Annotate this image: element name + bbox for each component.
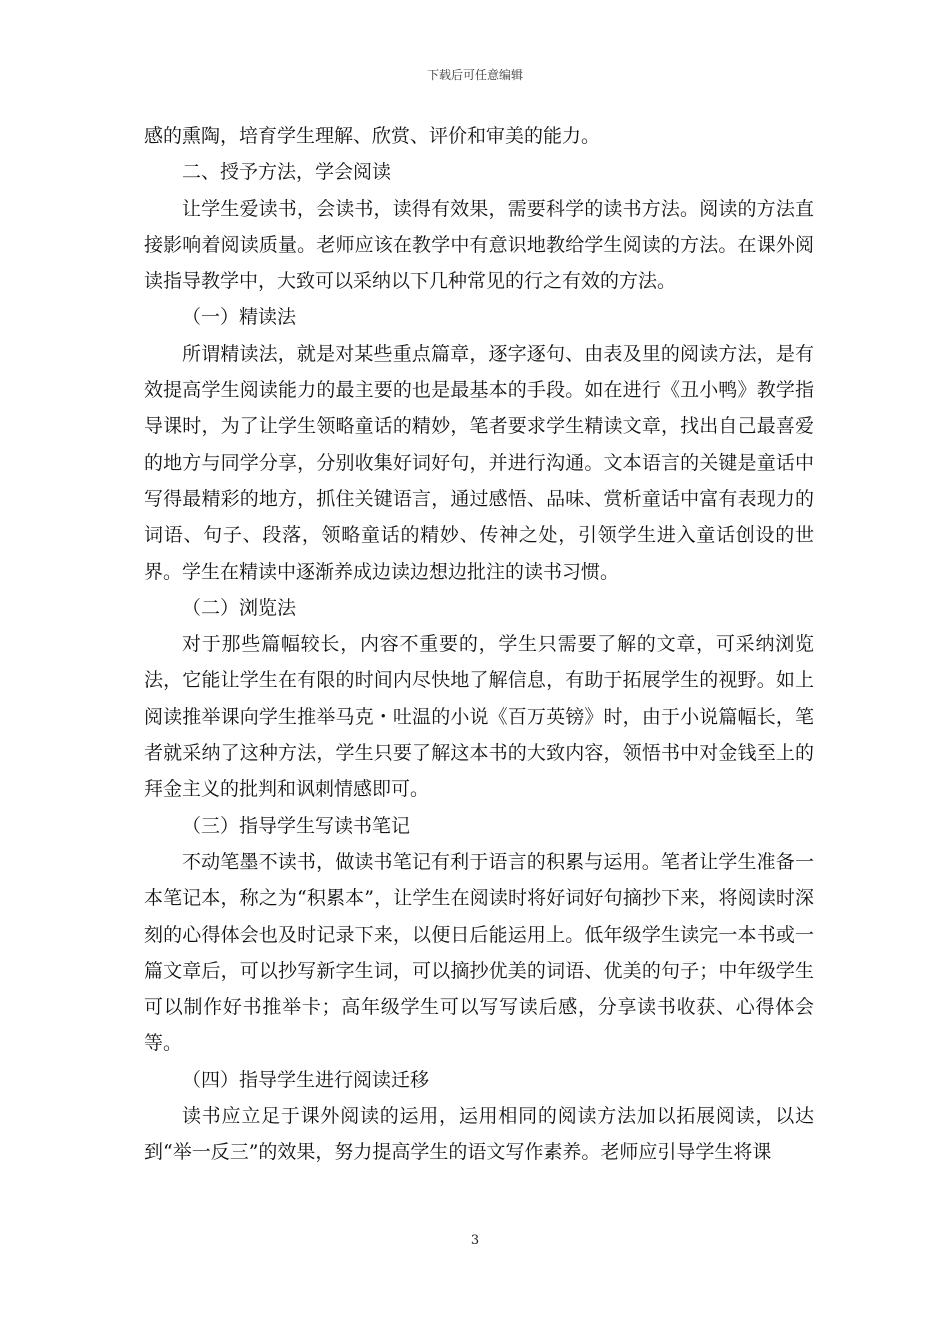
page-number: 3 [470, 1233, 480, 1248]
subheading-intensive-reading: （一）精读法 [182, 306, 297, 329]
subheading-skimming: （二）浏览法 [182, 596, 297, 619]
document-body [144, 118, 814, 1171]
section-heading-2: 二、授予方法，学会阅读 [182, 161, 392, 184]
page-header: 下载后可任意编辑 [426, 68, 523, 82]
subheading-reading-notes: （三）指导学生写读书笔记 [182, 814, 411, 837]
paragraph-intensive-reading: 所谓精读法，就是对某些重点篇章，逐字逐句、由表及里的阅读方法，是有效提高学生阅读能力的最主要的也是最基本的手段。如在进行《丑小鸭》教学指导课时，为了让学生领略童话的精妙，笔者要求学生精读文章，找出自己最喜爱的地方与同学分享，分别收集好词好句，并进行沟通。文本语言的关键是童话中写得最精彩的地方，抓住关键语言，通过感悟、品味、赏析童话中富有表现力的词语、句子、段落，领略童话的精妙、传神之处，引领学生进入童话创设的世界。学生在精读中逐渐养成边读边想边批注的读书习惯。 [144, 342, 814, 583]
subheading-reading-transfer: （四）指导学生进行阅读迁移 [182, 1068, 430, 1091]
paragraph-reading-transfer: 读书应立足于课外阅读的运用，运用相同的阅读方法加以拓展阅读，以达到“举一反三”的效果，努力提高学生的语文写作素养。老师应引导学生将课 [144, 1105, 814, 1164]
paragraph-skimming: 对于那些篇幅较长，内容不重要的，学生只需要了解的文章，可采纳浏览法，它能让学生在有限的时间内尽快地了解信息，有助于拓展学生的视野。如上阅读推举课向学生推举马克・吐温的小说《百万英镑》时，由于小说篇幅长，笔者就采纳了这种方法，学生只要了解这本书的大致内容，领悟书中对金钱至上的拜金主义的批判和讽刺情感即可。 [144, 633, 814, 801]
paragraph-continuation: 感的熏陶，培育学生理解、欣赏、评价和审美的能力。 [144, 125, 601, 147]
paragraph-methods-intro: 让学生爱读书，会读书，读得有效果，需要科学的读书方法。阅读的方法直接影响着阅读质量。老师应该在教学中有意识地教给学生阅读的方法。在课外阅读指导教学中，大致可以采纳以下几种常见的行之有效的方法。 [144, 197, 814, 293]
paragraph-reading-notes: 不动笔墨不读书，做读书笔记有利于语言的积累与运用。笔者让学生准备一本笔记本，称之为“积累本”，让学生在阅读时将好词好句摘抄下来，将阅读时深刻的心得体会也及时记录下来，以便日后能运用上。低年级学生读完一本书或一篇文章后，可以抄写新字生词，可以摘抄优美的词语、优美的句子；中年级学生可以制作好书推举卡；高年级学生可以写写读后感，分享读书收获、心得体会等。 [144, 850, 814, 1055]
